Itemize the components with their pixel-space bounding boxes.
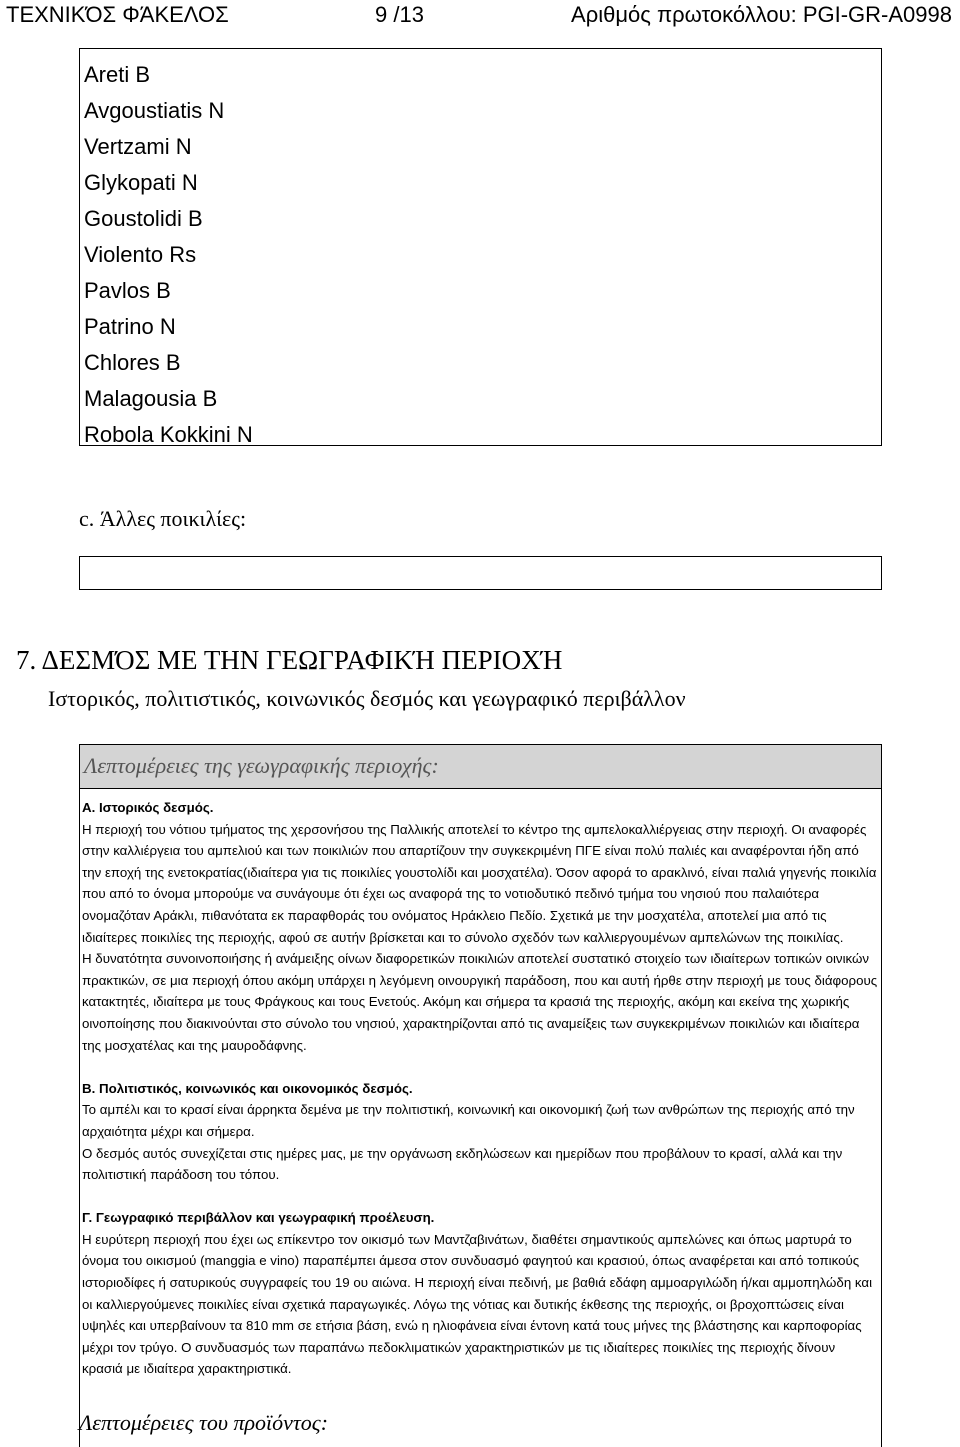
page-header <box>0 0 960 30</box>
varieties-list <box>84 57 253 453</box>
list-item: Avgoustiatis N <box>84 98 225 123</box>
historical-link-paragraph-1: Η περιοχή του νότιου τμήματος της χερσονήσου της Παλλικής αποτελεί το κέντρο της αμπελοκαλλιέργειας στην περιοχή. Οι αναφορές στην καλλιέργεια του αμπελιού και των ποικιλιών που απαρτίζουν την συγκεκριμένη ΠΓΕ είναι πολύ παλιές και αναφέρονται ήδη από την εποχή της ενετοκρατίας(ιδιαίτερα για τις ποικιλίες γουστολίδι και μοσχατέλα). Όσον αφορά το αρακλινό, είναι παλιά γηγενής ποικιλία που από το όνομα μπορούμε να συνάγουμε ότι έχει ως αναφορά της το νοτιοδυτικό πεδινό τμήμα του νησιού που παλαιότερα ονομαζόταν Αράκλι, πιθανότατα εκ παραφθοράς του ονόματος Ηράκλειο Πεδίο. Σχετικά με την μοσχατέλα, αποτελεί μια από τις ιδιαίτερες ποικιλίες της περιοχής, αφού σε αυτήν βρίσκεται και το σύνολο σχεδόν των καλλιεργουμένων αμπελώνων της ποικιλίας. <box>82 821 877 945</box>
list-item: Vertzami N <box>84 134 192 159</box>
list-item: Malagousia B <box>84 386 218 411</box>
geographic-origin-paragraph: Η ευρύτερη περιοχή που έχει ως επίκεντρο τον οικισμό των Μαντζαβινάτων, διαθέτει σημαντικούς αμπελώνες και όπως μαρτυρά το όνομα του οικισμού (manggia e vino) παραπέμπει άμεσα στον συνδυασμό φαγητού και κρασιού, όπως αναφέρεται και από τοπικούς ιστοριοδίφες ή σατυρικούς συγγραφείς του 19 ου αιώνα. Η περιοχή είναι πεδινή, με βαθιά εδάφη αμμοαργιλώδη ή/και αμμοπηλώδη και οι καλλιεργούμενες ποικιλίες είναι σχετικά παραγωγικές. Λόγω της νότιας και δυτικής έκθεσης της περιοχής, οι βροχοπτώσεις είναι υψηλές και υπερβαίνουν τα 810 mm σε ετήσια βάση, ενώ η ηλιοφάνεια είναι έντονη κατά τους μήνες της βλάστησης και καρποφορίας μέχρι τον τρύγο. Ο συνδυασμός των παραπάνω πεδοκλιματικών χαρακτηριστικών με τις ιδιαίτερες ποικιλίες της περιοχής δίνουν κρασιά με ιδιαίτερα χαρακτηριστικά. <box>82 1231 873 1377</box>
list-item: Robola Kokkini N <box>84 422 253 447</box>
cultural-link-title: Β. Πολιτιστικός, κοινωνικός και οικονομικός δεσμός. <box>82 1080 413 1096</box>
list-item: Patrino N <box>84 314 176 339</box>
product-details-title: Λεπτομέρειες του προϊόντος: <box>79 1410 329 1435</box>
document-title: ΤΕΧΝΙΚΌΣ ΦΆΚΕΛΟΣ <box>6 2 229 27</box>
list-item: Pavlos B <box>84 278 171 303</box>
historical-link-paragraph-2: Η δυνατότητα συνοινοποιήσης ή ανάμειξης οίνων διαφορετικών ποικιλιών αποτελεί συστατικό στοιχείο των ιδιαίτερων τοπικών οινικών πρακτικών, σε μια περιοχή όπου ακόμη υπάρχει η λεγόμενη οινουργική παράδοση, που και αυτή ήρθε στην περιοχή με τους διάφορους κατακτητές, ιδιαίτερα με τους Φράγκους και τους Ενετούς. Ακόμη και σήμερα τα κρασιά της περιοχής, ακόμη και εκείνα της χωρικής οινοποίησης που διακινούνται στο σύνολο του νησιού, χαρακτηρίζονται από τις αναμείξεις των συγκεκριμένων ποικιλιών και ιδιαίτερα της μοσχατέλας και της μαυροδάφνης. <box>82 951 878 1053</box>
cultural-link-paragraph-1: Το αμπέλι και το κρασί είναι άρρηκτα δεμένα με την πολιτιστική, κοινωνική και οικονομική ζωή των ανθρώπων της περιοχής από την αρχαιότητα μέχρι και σήμερα. <box>82 1102 855 1139</box>
cultural-link-paragraph-2: Ο δεσμός αυτός συνεχίζεται στις ημέρες μας, με την οργάνωση εκδηλώσεων και ημερίδων που προβάλουν το κρασί, αλλά και την πολιτιστική παράδοση του τόπου. <box>82 1145 843 1183</box>
geographic-details-box <box>79 744 882 1447</box>
historical-link-title: Α. Ιστορικός δεσμός. <box>82 800 214 815</box>
list-item: Goustolidi B <box>84 206 203 231</box>
list-item: Violento Rs <box>84 242 197 267</box>
section-title: 7. ΔΕΣΜΌΣ ΜΕ ΤΗΝ ΓΕΩΓΡΑΦΙΚΉ ΠΕΡΙΟΧΉ <box>16 645 563 675</box>
geographic-details-heading: Λεπτομέρειες της γεωγραφικής περιοχής: <box>84 753 439 778</box>
other-varieties-box <box>79 556 882 590</box>
list-item: Glykopati N <box>84 170 198 195</box>
list-item: Chlores B <box>84 350 181 375</box>
geographic-origin-title: Γ. Γεωγραφικό περιβάλλον και γεωγραφική προέλευση. <box>82 1210 435 1226</box>
varieties-box <box>79 48 882 446</box>
list-item: Areti B <box>84 62 151 87</box>
geographic-details-body <box>82 797 879 1380</box>
section-subtitle: Ιστορικός, πολιτιστικός, κοινωνικός δεσμός και γεωγραφικό περιβάλλον <box>48 686 686 711</box>
protocol-number: Αριθμός πρωτοκόλλου: PGI-GR-A0998 <box>571 2 952 27</box>
page-number: 9 /13 <box>375 2 424 27</box>
other-varieties-title: c. Άλλες ποικιλίες: <box>79 506 247 531</box>
geographic-details-heading-bar <box>80 745 881 789</box>
